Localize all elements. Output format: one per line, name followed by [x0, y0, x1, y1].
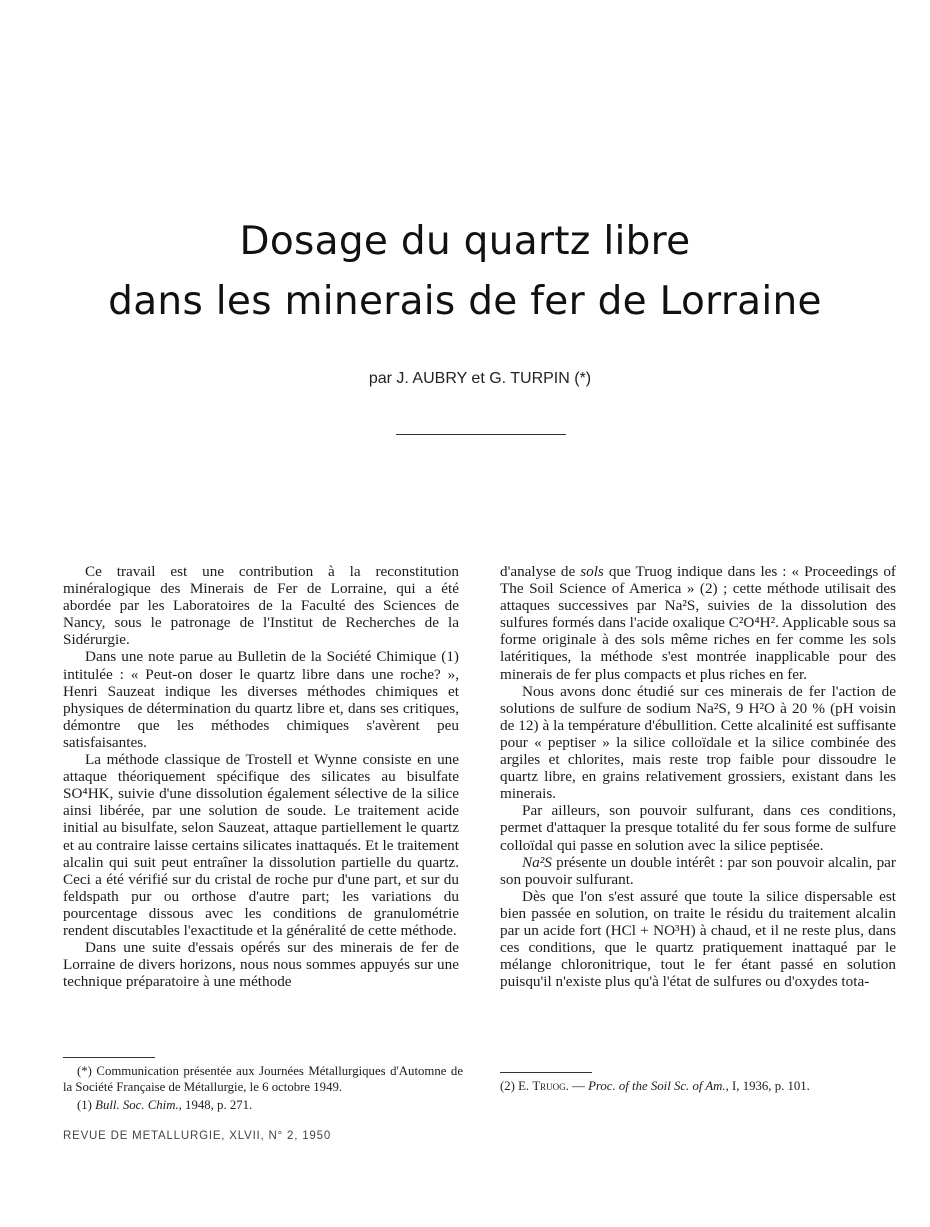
italic-text: Proc. of the Soil Sc. of Am.	[588, 1079, 726, 1093]
paragraph	[500, 563, 896, 683]
footnote-star: (*) Communication présentée aux Journées Métallurgiques d'Automne de la Société Française de Métallurgie, le 6 octobre 1949.	[63, 1064, 463, 1094]
text-run: , 1948, p. 271.	[178, 1098, 253, 1113]
title-divider	[396, 434, 566, 435]
footnote-divider	[63, 1057, 155, 1058]
paragraph: Ce travail est une contribution à la reconstitution minéralogique des Minerais de Fer de Lorraine, qui a été abordée par les Laboratoires de la Faculté des Sciences de Nancy, sous le patronage de l'Institut de Recherches de la Sidérurgie.	[63, 563, 459, 649]
italic-text: sols	[580, 563, 604, 580]
article-title-line-1: Dosage du quartz libre	[239, 219, 691, 264]
text-run: . —	[565, 1079, 589, 1093]
footnote-1	[63, 1098, 463, 1114]
left-column	[63, 563, 459, 990]
italic-text: Bull. Soc. Chim.	[95, 1098, 179, 1113]
paragraph: Dans une note parue au Bulletin de la Société Chimique (1) intitulée : « Peut-on doser le quartz libre dans une roche? », Henri Sauzeat indique les diverses méthodes chimiques et physiques de détermination du quartz libre et, dans ses critiques, démontre que les méthodes chimiques s'avèrent peu satisfaisantes.	[63, 648, 459, 751]
paragraph: Par ailleurs, son pouvoir sulfurant, dans ces conditions, permet d'attaquer la presque totalité du fer sous forme de sulfure colloïdal qui passe en solution avec la silice peptisée.	[500, 802, 896, 854]
article-title-line-2: dans les minerais de fer de Lorraine	[108, 279, 822, 324]
text-run: présente un double intérêt : par son pouvoir alcalin, par son pouvoir sulfurant.	[500, 853, 896, 888]
footnotes-right	[500, 1079, 896, 1098]
paragraph: Dès que l'on s'est assuré que toute la silice dispersable est bien passée en solution, on traite le résidu du traitement alcalin par un acide fort (HCl + NO³H) à chaud, et il ne reste plus, dans ces conditions, que le quartz pratiquement inattaqué par le mélange chloronitrique, tout le fer étant passé en solution puisqu'il n'existe plus qu'à l'état de sulfures ou d'oxydes tota-	[500, 887, 896, 991]
text-run: (1)	[77, 1098, 96, 1113]
footnotes-left	[63, 1064, 463, 1117]
paragraph: Nous avons donc étudié sur ces minerais de fer l'action de solutions de sulfure de sodium Na²S, 9 H²O à 20 % (pH voisin de 12) à la température d'ébullition. Cette alcalinité est suffisante pour « peptiser » la silice colloïdale et la silice combinée des argiles et chlorites, mais reste trop faible pour dissoudre le quartz libre, en grains relativement grossiers, existant dans les minerais.	[500, 682, 896, 803]
italic-text: Na²S	[522, 853, 552, 871]
paragraph: Dans une suite d'essais opérés sur des minerais de fer de Lorraine de divers horizons, nous nous sommes appuyés sur une technique préparatoire à une méthode	[63, 939, 459, 991]
text-run: d'analyse de	[500, 563, 581, 580]
right-column	[500, 563, 896, 990]
paragraph	[500, 854, 896, 888]
article-authors: par J. AUBRY et G. TURPIN (*)	[368, 370, 592, 387]
footnote-2	[500, 1079, 896, 1095]
text-run: (2) E.	[500, 1079, 533, 1093]
text-run: que Truog indique dans les : « Proceedings of The Soil Science of America » (2) ; cette méthode utilisait des attaques successives par Na²S, suivies de la dissolution des sulfures formés dans l'acide oxalique C²O⁴H². Applicable sous sa forme originale à des sols même riches en fer comme les sols latéritiques, la méthode s'est montrée inapplicable pour des minerais de fer plus compacts et plus riches en fer.	[500, 563, 896, 683]
author-name: Truog	[532, 1079, 566, 1093]
journal-footer: REVUE DE METALLURGIE, XLVII, N° 2, 1950	[63, 1130, 332, 1142]
footnote-divider	[500, 1072, 592, 1073]
paragraph: La méthode classique de Trostell et Wynne consiste en une attaque théoriquement spécifique des silicates au bisulfate SO⁴HK, suivie d'une dissolution également sélective de la silice ainsi libérée, par une solution de soude. Le traitement acide initial au bisulfate, selon Sauzeat, attaque partiellement le quartz et au contraire laisse certains silicates inattaqués. Et le traitement alcalin qui suit peut entraîner la dissolution partielle du quartz. Ceci a été vérifié sur du cristal de roche pur d'une part, et sur du feldspath pur ou orthose d'autre part; les variations du pourcentage dissous avec les conditions de granulométrie rendent discutables l'exactitude et la généralité de cette méthode.	[63, 751, 459, 939]
text-run: , I, 1936, p. 101.	[725, 1079, 810, 1093]
